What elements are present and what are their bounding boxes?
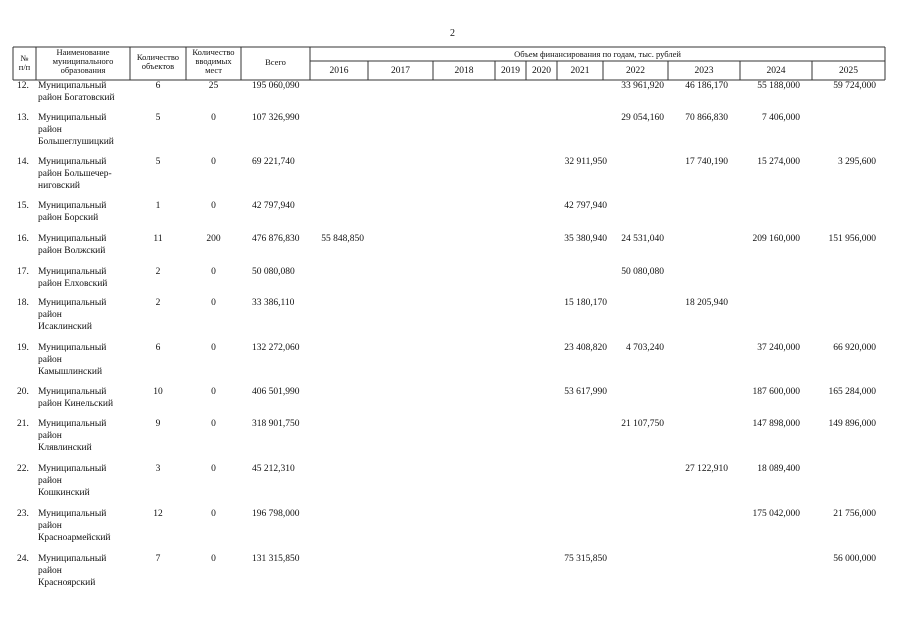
header-funding: Объем финансирования по годам, тыс. рублей [514,49,681,59]
total-amount: 107 326,990 [252,113,300,123]
object-count: 11 [153,234,163,244]
total-amount: 45 212,310 [252,464,295,474]
year-amount-2021: 32 911,950 [564,157,607,167]
row-number: 22. [17,464,29,474]
municipality-name [38,463,132,499]
row-number: 20. [17,387,29,397]
total-amount: 131 315,850 [252,554,300,564]
row-number: 13. [17,113,29,123]
header-total: Всего [265,57,286,67]
total-amount: 42 797,940 [252,201,295,211]
year-amount-2021: 23 408,820 [564,343,607,353]
year-amount-2025: 3 295,600 [838,157,876,167]
year-amount-2024: 209 160,000 [752,234,800,244]
municipality-name [38,112,132,148]
year-amount-2022: 33 961,920 [621,81,664,91]
header-year: 2024 [766,66,786,76]
year-amount-2025: 56 000,000 [833,554,876,564]
municipality-name-line: Муниципальный [38,343,107,353]
municipality-name-line: Муниципальный [38,113,107,123]
total-amount: 196 798,000 [252,509,300,519]
year-amount-2024: 187 600,000 [752,387,800,397]
municipality-name [38,233,132,257]
object-count: 7 [155,554,161,564]
municipality-name-line: Большеглушицкий [38,137,114,147]
municipality-name [38,553,132,589]
header-year: 2025 [839,66,858,76]
municipality-name-line: район Волжский [38,246,106,256]
total-amount: 195 060,090 [252,81,300,91]
municipality-name [38,156,132,192]
row-number: 18. [17,298,29,308]
year-amount-2024: 18 089,400 [757,464,800,474]
year-amount-2021: 75 315,850 [564,554,607,564]
object-count: 1 [155,201,161,211]
object-count: 2 [155,267,161,277]
municipality-name [38,386,132,410]
object-count: 12 [153,509,163,519]
year-amount-2024: 15 274,000 [757,157,800,167]
municipality-name-line: Муниципальный [38,419,107,429]
places-count: 0 [211,267,216,277]
header-year: 2022 [626,66,645,76]
municipality-name-line: Красноярский [38,578,96,588]
year-amount-2024: 55 188,000 [757,81,800,91]
municipality-name-line: район Елховский [38,279,108,289]
year-amount-2023: 18 205,940 [685,298,728,308]
year-amount-2024: 7 406,000 [762,113,800,123]
municipality-name-line: Муниципальный [38,387,107,397]
municipality-name-line: Муниципальный [38,81,107,91]
places-count: 0 [211,343,216,353]
municipality-name-line: район Борский [38,213,99,223]
municipality-name-line: район Большечер- [38,169,112,179]
total-amount: 33 386,110 [252,298,295,308]
municipality-name-line: район [38,476,62,486]
places-count: 0 [211,387,216,397]
year-amount-2021: 53 617,990 [564,387,607,397]
total-amount: 476 876,830 [252,234,300,244]
places-count: 0 [211,298,216,308]
object-count: 5 [155,113,161,123]
year-amount-2025: 59 724,000 [833,81,876,91]
total-amount: 69 221,740 [252,157,295,167]
row-number: 15. [17,201,29,211]
places-count: 0 [211,464,216,474]
municipality-name [38,200,132,224]
year-amount-2016: 55 848,850 [321,234,364,244]
places-count: 0 [211,419,216,429]
year-amount-2023: 70 866,830 [685,113,728,123]
municipality-name-line: Исаклинский [38,322,92,332]
municipality-name-line: район Кинельский [38,399,114,409]
header-year: 2023 [694,66,714,76]
total-amount: 50 080,080 [252,267,295,277]
header-year: 2019 [501,66,520,76]
municipality-name-line: Кошкинский [38,488,90,498]
row-number: 16. [17,234,29,244]
year-amount-2023: 17 740,190 [685,157,728,167]
header-places: Количество вводимых мест [192,47,235,75]
row-number: 14. [17,157,29,167]
total-amount: 132 272,060 [252,343,300,353]
row-number: 12. [17,81,29,91]
municipality-name-line: Красноармейский [38,533,111,543]
row-number: 17. [17,267,29,277]
municipality-name-line: район [38,125,62,135]
object-count: 6 [155,81,161,91]
year-amount-2023: 27 122,910 [685,464,728,474]
municipality-name [38,297,132,333]
municipality-name-line: район [38,431,62,441]
municipality-name [38,508,132,544]
header-year: 2017 [391,66,410,76]
year-amount-2025: 66 920,000 [833,343,876,353]
municipality-name-line: район [38,355,62,365]
year-amount-2024: 175 042,000 [752,509,800,519]
row-number: 19. [17,343,29,353]
year-amount-2024: 37 240,000 [757,343,800,353]
municipality-name [38,418,132,454]
municipality-name [38,266,132,290]
places-count: 200 [206,234,221,244]
year-amount-2022: 4 703,240 [626,343,664,353]
municipality-name-line: Муниципальный [38,267,107,277]
header-municipality: Наименование муниципального образования [52,47,114,75]
municipality-name-line: Муниципальный [38,509,107,519]
total-amount: 318 901,750 [252,419,300,429]
header-year: 2020 [532,66,551,76]
municipality-name-line: Камышлинский [38,367,103,377]
municipality-name-line: Муниципальный [38,298,107,308]
places-count: 25 [208,81,219,91]
municipality-name-line: Муниципальный [38,464,107,474]
places-count: 0 [211,157,216,167]
object-count: 10 [153,387,163,397]
year-amount-2022: 21 107,750 [621,419,664,429]
year-amount-2022: 24 531,040 [621,234,664,244]
municipality-name [38,342,132,378]
municipality-name [38,80,132,104]
places-count: 0 [211,113,216,123]
year-amount-2025: 165 284,000 [828,387,876,397]
municipality-name-line: Муниципальный [38,201,107,211]
year-amount-2021: 35 380,940 [564,234,607,244]
object-count: 3 [155,464,161,474]
places-count: 0 [211,554,216,564]
total-amount: 406 501,990 [252,387,300,397]
object-count: 9 [155,419,161,429]
header-year: 2018 [454,66,474,76]
municipality-name-line: район Богатовский [38,93,115,103]
year-amount-2025: 21 756,000 [833,509,876,519]
object-count: 5 [155,157,161,167]
row-number: 24. [17,554,29,564]
year-amount-2021: 42 797,940 [564,201,607,211]
object-count: 6 [155,343,161,353]
year-amount-2025: 151 956,000 [828,234,876,244]
header-object-count: Количество объектов [136,52,180,71]
places-count: 0 [211,201,216,211]
year-amount-2022: 29 054,160 [621,113,664,123]
page-number: 2 [450,28,455,39]
header-year: 2021 [570,66,590,76]
municipality-name-line: Муниципальный [38,234,107,244]
year-amount-2024: 147 898,000 [752,419,800,429]
header-year: 2016 [329,66,349,76]
year-amount-2022: 50 080,080 [621,267,664,277]
municipality-name-line: район [38,310,62,320]
municipality-name-line: Клявлинский [38,443,92,453]
year-amount-2021: 15 180,170 [564,298,607,308]
municipality-name-line: Муниципальный [38,157,107,167]
row-number: 23. [17,509,29,519]
places-count: 0 [211,509,216,519]
year-amount-2023: 46 186,170 [685,81,728,91]
object-count: 2 [155,298,161,308]
municipality-name-line: ниговский [38,181,81,191]
row-number: 21. [17,419,29,429]
municipality-name-line: Муниципальный [38,554,107,564]
year-amount-2025: 149 896,000 [828,419,876,429]
municipality-name-line: район [38,521,62,531]
municipality-name-line: район [38,566,62,576]
header-number: № п/п [18,53,31,72]
